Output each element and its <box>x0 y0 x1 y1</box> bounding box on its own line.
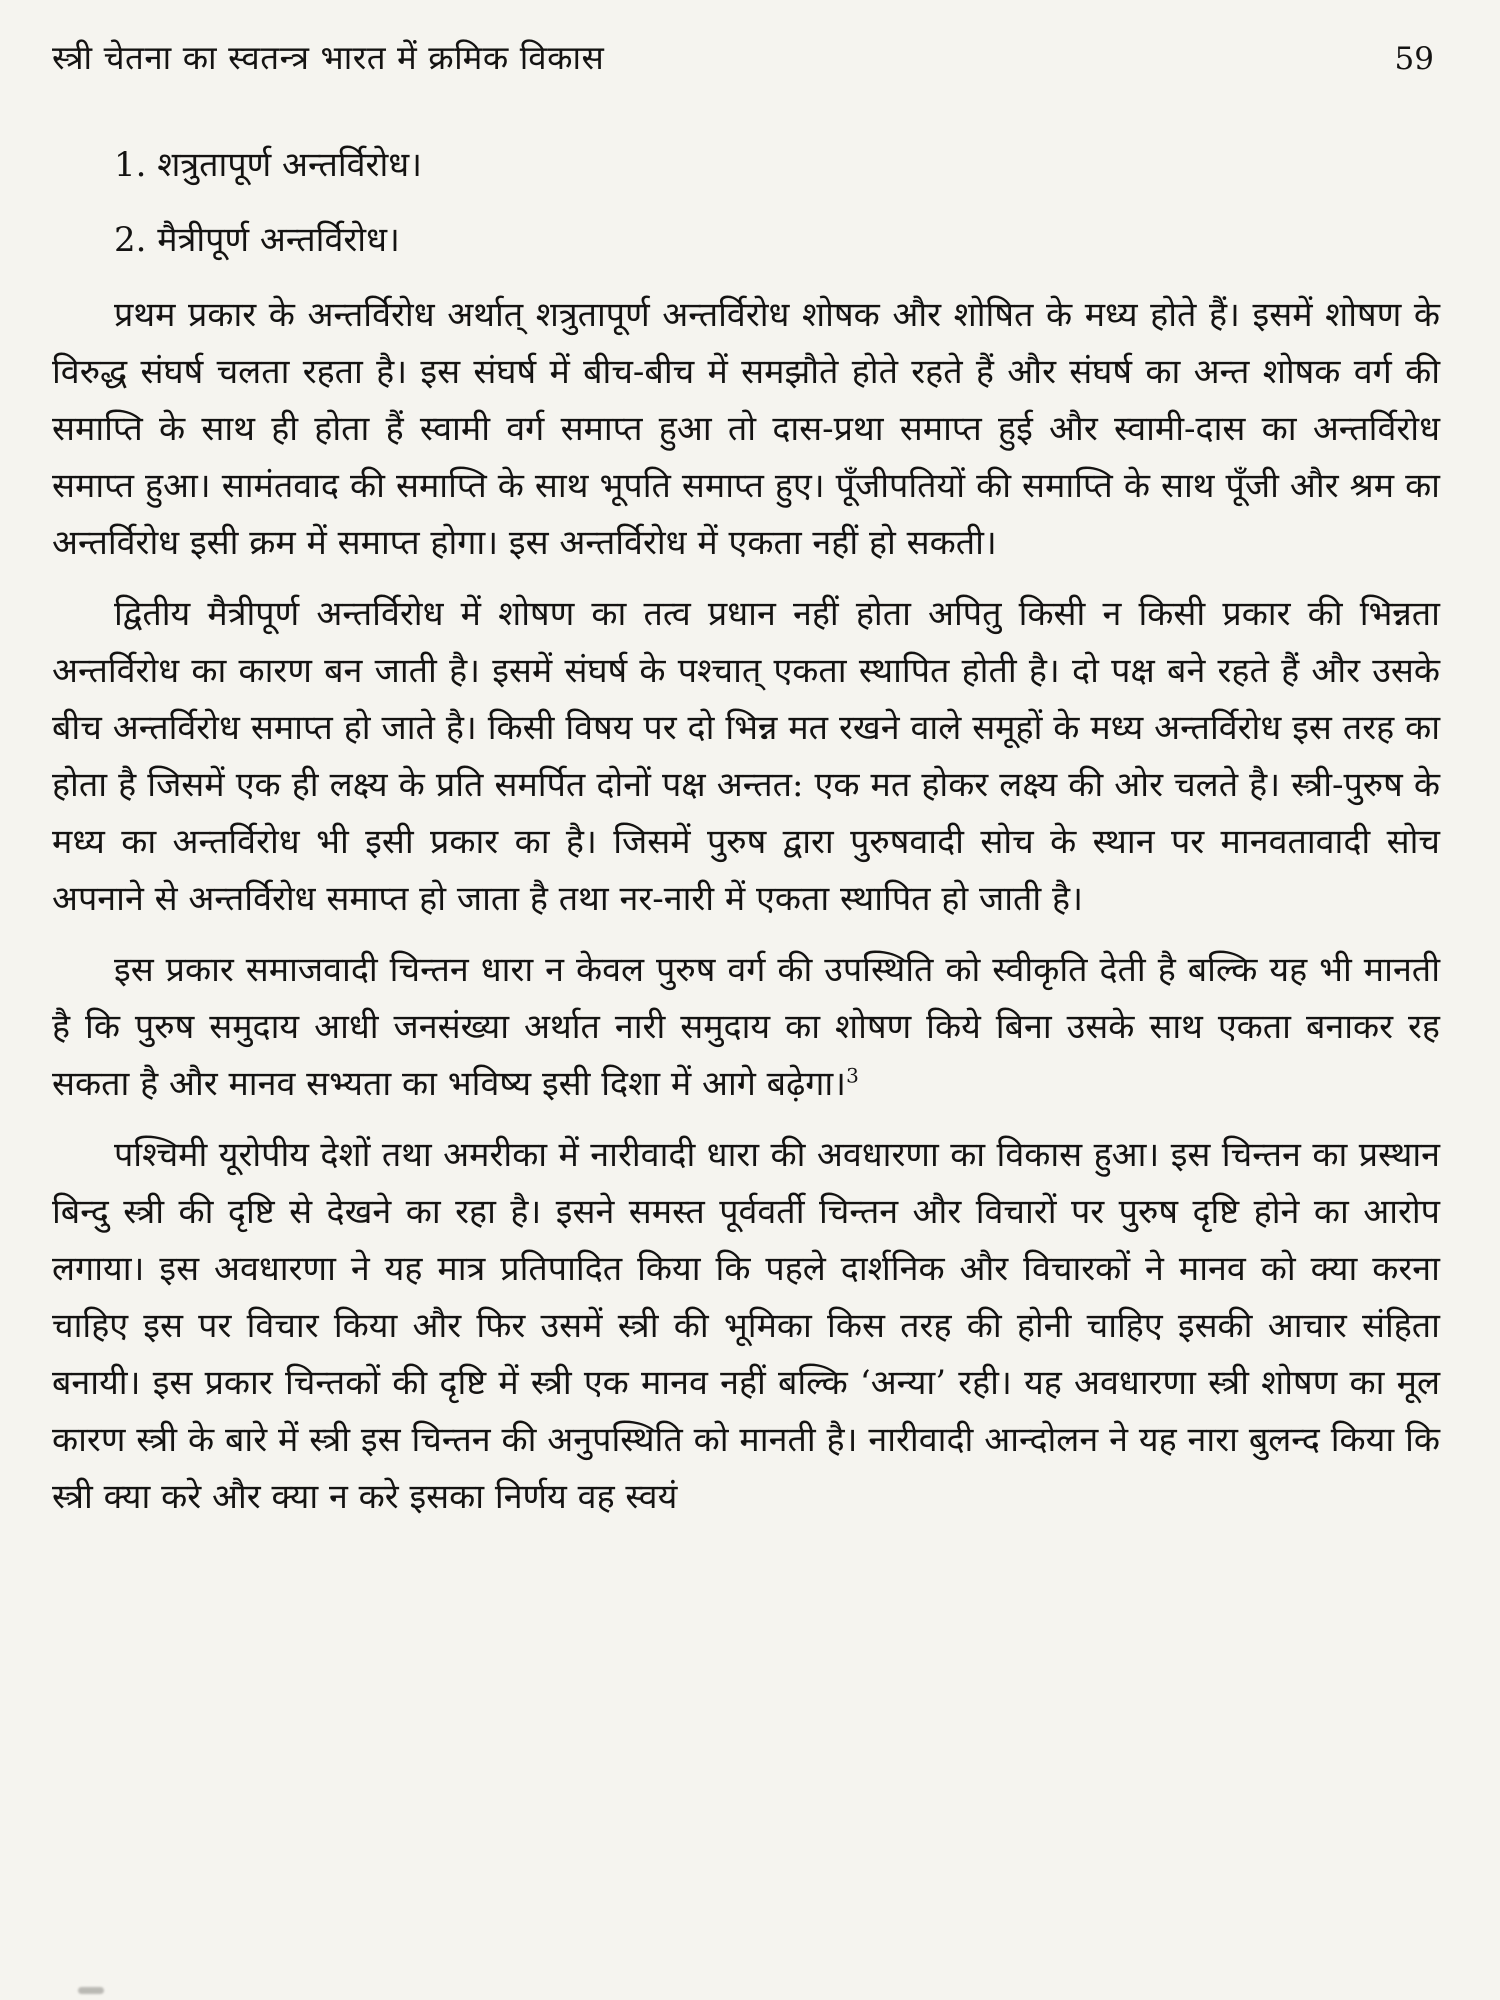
paragraph-4: पश्चिमी यूरोपीय देशों तथा अमरीका में नारीवादी धारा की अवधारणा का विकास हुआ। इस चिन्तन का प्रस्थान बिन्दु स्त्री की दृष्टि से देखने का रहा है। इसने समस्त पूर्ववर्ती चिन्तन और विचारों पर पुरुष दृष्टि होने का आरोप लगाया। इस अवधारणा ने यह मात्र प्रतिपादित किया कि पहले दार्शनिक और विचारकों ने मानव को क्या करना चाहिए इस पर विचार किया और फिर उसमें स्त्री की भूमिका किस तरह की होनी चाहिए इसकी आचार संहिता बनायी। इस प्रकार चिन्तकों की दृष्टि में स्त्री एक मानव नहीं बल्कि ‘अन्या’ रही। यह अवधारणा स्त्री शोषण का मूल कारण स्त्री के बारे में स्त्री इस चिन्तन की अनुपस्थिति को मानती है। नारीवादी आन्दोलन ने यह नारा बुलन्द किया कि स्त्री क्या करे और क्या न करे इसका निर्णय वह स्वयं <box>52 1135 1440 1517</box>
paragraph-3-text: इस प्रकार समाजवादी चिन्तन धारा न केवल पुरुष वर्ग की उपस्थिति को स्वीकृति देती है बल्कि यह भी मानती है कि पुरुष समुदाय आधी जनसंख्या अर्थात नारी समुदाय का शोषण किये बिना उसके साथ एकता बनाकर रह सकता है और मानव सभ्यता का भविष्य इसी दिशा में आगे बढ़ेगा। <box>52 950 1440 1104</box>
page-number: 59 <box>1394 41 1434 77</box>
running-title: स्त्री चेतना का स्वतन्त्र भारत में क्रमिक विकास <box>52 38 605 77</box>
paragraph-3 <box>52 942 1440 1113</box>
contradiction-types-list <box>52 137 1440 269</box>
page-body <box>52 137 1440 1526</box>
scan-artifact <box>78 1987 104 1994</box>
paragraph-2: द्वितीय मैत्रीपूर्ण अन्तर्विरोध में शोषण का तत्व प्रधान नहीं होता अपितु किसी न किसी प्रकार की भिन्नता अन्तर्विरोध का कारण बन जाती है। इसमें संघर्ष के पश्चात् एकता स्थापित होती है। दो पक्ष बने रहते हैं और उसके बीच अन्तर्विरोध समाप्त हो जाते है। किसी विषय पर दो भिन्न मत रखने वाले समूहों के मध्य अन्तर्विरोध इस तरह का होता है जिसमें एक ही लक्ष्य के प्रति समर्पित दोनों पक्ष अन्तत: एक मत होकर लक्ष्य की ओर चलते है। स्त्री-पुरुष के मध्य का अन्तर्विरोध भी इसी प्रकार का है। जिसमें पुरुष द्वारा पुरुषवादी सोच के स्थान पर मानवतावादी सोच अपनाने से अन्तर्विरोध समाप्त हो जाता है तथा नर-नारी में एकता स्थापित हो जाती है। <box>52 594 1440 919</box>
paragraph-1: प्रथम प्रकार के अन्तर्विरोध अर्थात् शत्रुतापूर्ण अन्तर्विरोध शोषक और शोषित के मध्य होते हैं। इसमें शोषण के विरुद्ध संघर्ष चलता रहता है। इस संघर्ष में बीच-बीच में समझौते होते रहते हैं और संघर्ष का अन्त शोषक वर्ग की समाप्ति के साथ ही होता हैं स्वामी वर्ग समाप्त हुआ तो दास-प्रथा समाप्त हुई और स्वामी-दास का अन्तर्विरोध समाप्त हुआ। सामंतवाद की समाप्ति के साथ भूपति समाप्त हुए। पूँजीपतियों की समाप्ति के साथ पूँजी और श्रम का अन्तर्विरोध इसी क्रम में समाप्त होगा। इस अन्तर्विरोध में एकता नहीं हो सकती। <box>52 295 1440 563</box>
list-item-2: 2. मैत्रीपूर्ण अन्तर्विरोध। <box>114 220 400 260</box>
footnote-marker: 3 <box>846 1063 859 1088</box>
list-item-1: 1. शत्रुतापूर्ण अन्तर्विरोध। <box>114 145 423 185</box>
page-header <box>52 34 1440 79</box>
